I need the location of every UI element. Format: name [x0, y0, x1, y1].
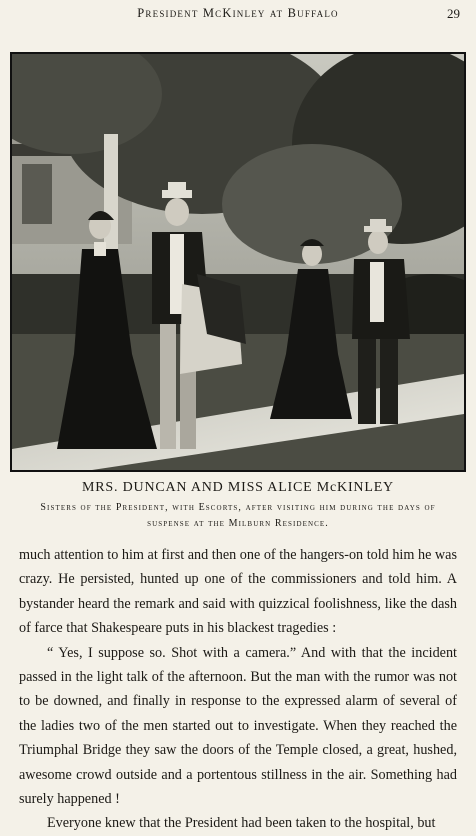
caption-line-1: Sisters of the President, with Escorts, after visiting him during the days of	[40, 502, 436, 513]
caption-subtitle	[18, 500, 458, 532]
photograph-image	[12, 54, 464, 470]
body-text	[19, 543, 457, 836]
paragraph-3: Everyone knew that the President had been taken to the hospital, but	[47, 815, 436, 832]
caption-title: MRS. DUNCAN AND MISS ALICE McKINLEY	[82, 480, 394, 495]
photograph	[10, 52, 466, 472]
running-title: President McKinley at Buffalo	[137, 6, 339, 20]
running-head	[0, 6, 476, 24]
paragraph-1: much attention to him at first and then one of the hangers-on told him he was crazy. He persisted, hunted up one of the commissioners and told him. A bystander heard the remark and said with quizzical foolishness, like the dash of farce that Shakespeare puts in his blackest tragedies :	[19, 547, 457, 637]
paragraph-2: “ Yes, I suppose so. Shot with a camera.” And with that the incident passed in the light talk of the afternoon. But the man with the rumor was not to be downed, and finally in response to the expressed alarm of several of the ladies two of the men started out to investigate. When they reached the Triumphal Bridge they saw the doors of the Temple closed, a great, hushed, awesome crowd outside and a portentous stillness in the air. Something had surely happened !	[19, 644, 457, 808]
page-number: 29	[447, 6, 460, 21]
caption-line-2: suspense at the Milburn Residence.	[147, 518, 329, 529]
